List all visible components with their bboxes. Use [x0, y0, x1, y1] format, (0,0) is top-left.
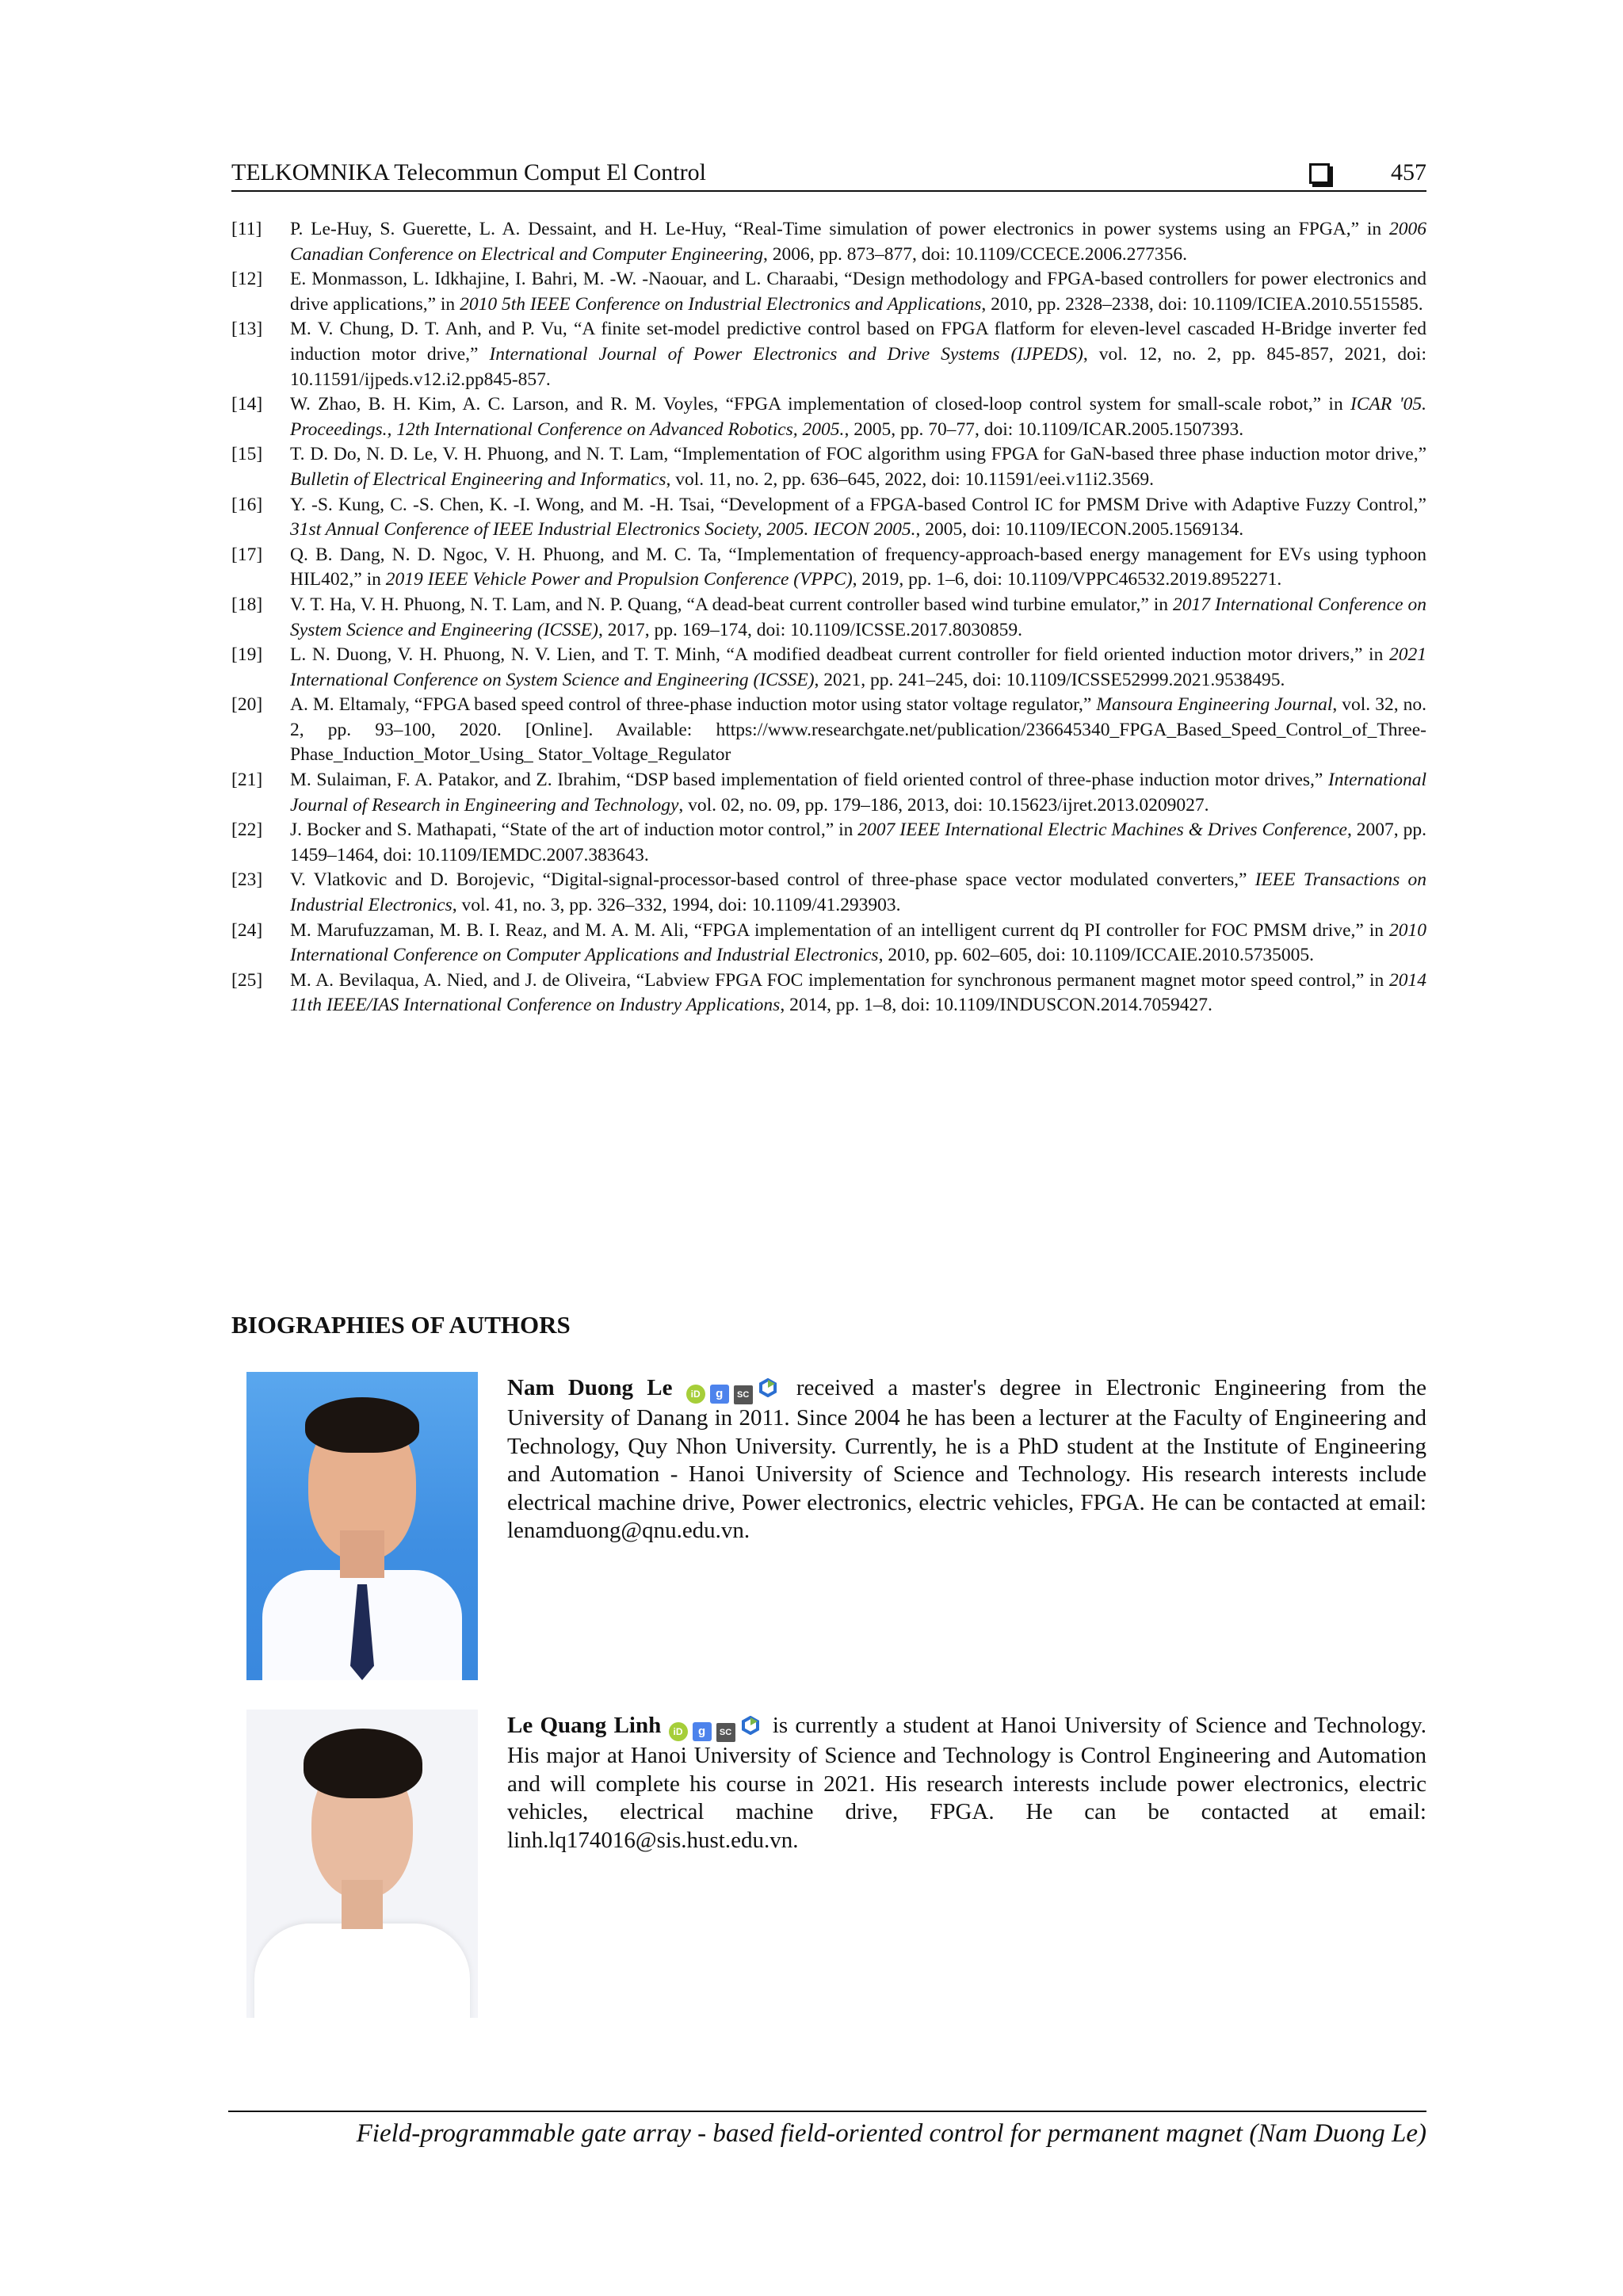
publons-icon[interactable]	[740, 1716, 761, 1735]
google-scholar-icon[interactable]: g	[693, 1722, 712, 1741]
author-name: Nam Duong Le	[507, 1375, 673, 1400]
scopus-icon[interactable]: SC	[716, 1723, 735, 1742]
reference-text: P. Le-Huy, S. Guerette, L. A. Dessaint, and H. Le-Huy, “Real-Time simulation of power electronics in power systems using an FPGA,” in 2006 Canadian Conference on Electrical and Computer Engineering, 2006, pp. 873–877, doi: 10.1109/CCECE.2006.277356.	[290, 219, 1426, 265]
reference-item	[231, 818, 1426, 868]
orcid-icon[interactable]: iD	[669, 1722, 688, 1741]
reference-number: [21]	[231, 770, 263, 791]
author-biography	[507, 1712, 1426, 1855]
reference-item	[231, 919, 1426, 968]
reference-item	[231, 442, 1426, 492]
running-footer: Field-programmable gate array - based field-oriented control for permanent magnet (Nam Duong Le)	[356, 2119, 1426, 2148]
reference-text: V. T. Ha, V. H. Phuong, N. T. Lam, and N. P. Quang, “A dead-beat current controller based wind turbine emulator,” in 2017 International Conference on System Science and Engineering (ICSSE), 2017, pp. 169–174, doi: 10.1109/ICSSE.2017.8030859.	[290, 594, 1426, 640]
reference-item	[231, 392, 1426, 442]
reference-number: [25]	[231, 969, 263, 991]
author-biography	[507, 1374, 1426, 1545]
author-photo	[246, 1372, 478, 1680]
reference-number: [12]	[231, 269, 263, 290]
reference-text: T. D. Do, N. D. Le, V. H. Phuong, and N. T. Lam, “Implementation of FOC algorithm using FPGA for GaN-based three phase induction motor drive,” Bulletin of Electrical Engineering and Informatics, vol. 11, no. 2, pp. 636–645, 2022, doi: 10.11591/eei.v11i2.3569.	[290, 444, 1426, 490]
author-name: Le Quang Linh	[507, 1713, 662, 1738]
reference-venue: IEEE Transactions on Industrial Electronics	[290, 869, 1426, 916]
reference-item	[231, 868, 1426, 918]
author-photo	[246, 1710, 478, 2018]
google-scholar-icon[interactable]: g	[710, 1385, 729, 1404]
reference-venue: 2019 IEEE Vehicle Power and Propulsion Conference (VPPC)	[385, 569, 853, 590]
reference-venue: ICAR '05. Proceedings., 12th International Conference on Advanced Robotics, 2005.	[290, 394, 1426, 440]
reference-number: [20]	[231, 694, 263, 716]
reference-venue: International Journal of Research in Engineering and Technology	[290, 770, 1426, 816]
reference-text: J. Bocker and S. Mathapati, “State of the art of induction motor control,” in 2007 IEEE International Electric Machines & Drives Conference, 2007, pp. 1459–1464, doi: 10.1109/IEMDC.2007.383643.	[290, 819, 1426, 865]
reference-number: [17]	[231, 544, 263, 565]
reference-item	[231, 493, 1426, 543]
reference-text: E. Monmasson, L. Idkhajine, I. Bahri, M. -W. -Naouar, and L. Charaabi, “Design methodology and FPGA-based controllers for power electronics and drive applications,” in 2010 5th IEEE Conference on Industrial Electronics and Applications, 2010, pp. 2328–2338, doi: 10.1109/ICIEA.2010.5515585.	[290, 269, 1426, 315]
reference-venue: International Journal of Power Electronics and Drive Systems (IJPEDS)	[489, 343, 1083, 365]
biography-text: is currently a student at Hanoi University of Science and Technology. His major at Hanoi University of Science and Technology is Control Engineering and Automation and will complete his course in 2021. His research interests include power electronics, electric vehicles, electrical machine drive, FPGA. He can be contacted at email: linh.lq174016@sis.hust.edu.vn.	[507, 1713, 1427, 1853]
reference-number: [11]	[231, 219, 262, 239]
square-bullet-icon	[1309, 163, 1330, 184]
reference-text: M. V. Chung, D. T. Anh, and P. Vu, “A finite set-model predictive control based on FPGA flatform for eleven-level cascaded H-Bridge inverter fed induction motor drive,” International Journal of Power Electronics and Drive Systems (IJPEDS), vol. 12, no. 2, pp. 845-857, 2021, doi: 10.11591/ijpeds.v12.i2.pp845-857.	[290, 319, 1426, 390]
publons-icon[interactable]	[758, 1378, 778, 1397]
reference-venue: Mansoura Engineering Journal	[1096, 694, 1333, 716]
reference-venue: 2007 IEEE International Electric Machines & Drives Conference	[857, 819, 1347, 841]
reference-number: [18]	[231, 594, 263, 615]
orcid-icon[interactable]: iD	[686, 1385, 705, 1404]
reference-venue: 2010 International Conference on Computer Applications and Industrial Electronics	[290, 919, 1426, 966]
running-header	[231, 155, 1426, 191]
reference-venue: 2021 International Conference on System Science and Engineering (ICSSE)	[290, 644, 1426, 690]
reference-number: [16]	[231, 494, 263, 515]
journal-name: TELKOMNIKA Telecommun Comput El Control	[231, 159, 706, 185]
reference-item	[231, 317, 1426, 392]
reference-text: Y. -S. Kung, C. -S. Chen, K. -I. Wong, and M. -H. Tsai, “Development of a FPGA-based Control IC for PMSM Drive with Adaptive Fuzzy Control,” 31st Annual Conference of IEEE Industrial Electronics Society, 2005. IECON 2005., 2005, doi: 10.1109/IECON.2005.1569134.	[290, 494, 1426, 541]
reference-venue: 31st Annual Conference of IEEE Industrial Electronics Society, 2005. IECON 2005.	[290, 519, 916, 541]
reference-venue: 2017 International Conference on System Science and Engineering (ICSSE)	[290, 594, 1426, 640]
reference-number: [13]	[231, 319, 263, 340]
reference-venue: 2010 5th IEEE Conference on Industrial Electronics and Applications	[460, 293, 982, 315]
reference-text: W. Zhao, B. H. Kim, A. C. Larson, and R. M. Voyles, “FPGA implementation of closed-loop control system for small-scale robot,” in ICAR '05. Proceedings., 12th International Conference on Advanced Robotics, 2005., 2005, pp. 70–77, doi: 10.1109/ICAR.2005.1507393.	[290, 394, 1426, 440]
reference-text: V. Vlatkovic and D. Borojevic, “Digital-signal-processor-based control of three-phase space vector modulated converters,” IEEE Transactions on Industrial Electronics, vol. 41, no. 3, pp. 326–332, 1994, doi: 10.1109/41.293903.	[290, 869, 1426, 916]
reference-venue: 2006 Canadian Conference on Electrical and Computer Engineering	[290, 219, 1426, 265]
reference-number: [19]	[231, 644, 263, 666]
reference-text: L. N. Duong, V. H. Phuong, N. V. Lien, and T. T. Minh, “A modified deadbeat current controller for field oriented induction motor drivers,” in 2021 International Conference on System Science and Engineering (ICSSE), 2021, pp. 241–245, doi: 10.1109/ICSSE52999.2021.9538495.	[290, 644, 1426, 690]
reference-venue: 2014 11th IEEE/IAS International Conference on Industry Applications	[290, 969, 1426, 1016]
reference-number: [22]	[231, 819, 263, 841]
header-rule	[231, 190, 1426, 192]
reference-text: A. M. Eltamaly, “FPGA based speed control of three-phase induction motor using stator voltage regulator,” Mansoura Engineering Journal, vol. 32, no. 2, pp. 93–100, 2020. [Online]. Available: https://www.researchgate.net/publication/236645340_FPGA_Based_Speed_Control_of_Three-Phase_Induction_Motor_Using_ Stator_Voltage_Regulator	[290, 694, 1426, 766]
section-heading: BIOGRAPHIES OF AUTHORS	[231, 1311, 571, 1339]
reference-item	[231, 693, 1426, 768]
reference-item	[231, 267, 1426, 317]
page-number: 457	[1391, 159, 1426, 185]
reference-item	[231, 593, 1426, 643]
reference-text: M. Marufuzzaman, M. B. I. Reaz, and M. A. M. Ali, “FPGA implementation of an intelligent current dq PI controller for FOC PMSM drive,” in 2010 International Conference on Computer Applications and Industrial Electronics, 2010, pp. 602–605, doi: 10.1109/ICCAIE.2010.5735005.	[290, 919, 1426, 966]
reference-item	[231, 968, 1426, 1018]
reference-number: [15]	[231, 444, 263, 465]
reference-item	[231, 217, 1426, 267]
reference-item	[231, 643, 1426, 693]
reference-text: M. A. Bevilaqua, A. Nied, and J. de Oliveira, “Labview FPGA FOC implementation for synchronous permanent magnet motor speed control,” in 2014 11th IEEE/IAS International Conference on Industry Applications, 2014, pp. 1–8, doi: 10.1109/INDUSCON.2014.7059427.	[290, 969, 1426, 1016]
reference-item	[231, 543, 1426, 593]
reference-number: [24]	[231, 919, 263, 941]
reference-item	[231, 768, 1426, 818]
reference-text: M. Sulaiman, F. A. Patakor, and Z. Ibrahim, “DSP based implementation of field oriented control of three-phase induction motor drives,” International Journal of Research in Engineering and Technology, vol. 02, no. 09, pp. 179–186, 2013, doi: 10.15623/ijret.2013.0209027.	[290, 770, 1426, 816]
reference-text: Q. B. Dang, N. D. Ngoc, V. H. Phuong, and M. C. Ta, “Implementation of frequency-approach-based energy management for EVs using typhoon HIL402,” in 2019 IEEE Vehicle Power and Propulsion Conference (VPPC), 2019, pp. 1–6, doi: 10.1109/VPPC46532.2019.8952271.	[290, 544, 1426, 590]
reference-number: [14]	[231, 394, 263, 415]
reference-number: [23]	[231, 869, 263, 891]
scopus-icon[interactable]: SC	[734, 1385, 753, 1404]
biography-text: received a master's degree in Electronic Engineering from the University of Danang in 2011. Since 2004 he has been a lecturer at the Faculty of Engineering and Technology, Quy Nhon University. Currently, he is a PhD student at the Institute of Engineering and Automation - Hanoi University of Science and Technology. His research interests include electrical machine drive, Power electronics, electric vehicles, FPGA. He can be contacted at email: lenamduong@qnu.edu.vn.	[507, 1375, 1427, 1543]
reference-list	[231, 217, 1426, 1018]
reference-venue: Bulletin of Electrical Engineering and Informatics	[290, 468, 666, 490]
footer-rule	[228, 2111, 1426, 2112]
